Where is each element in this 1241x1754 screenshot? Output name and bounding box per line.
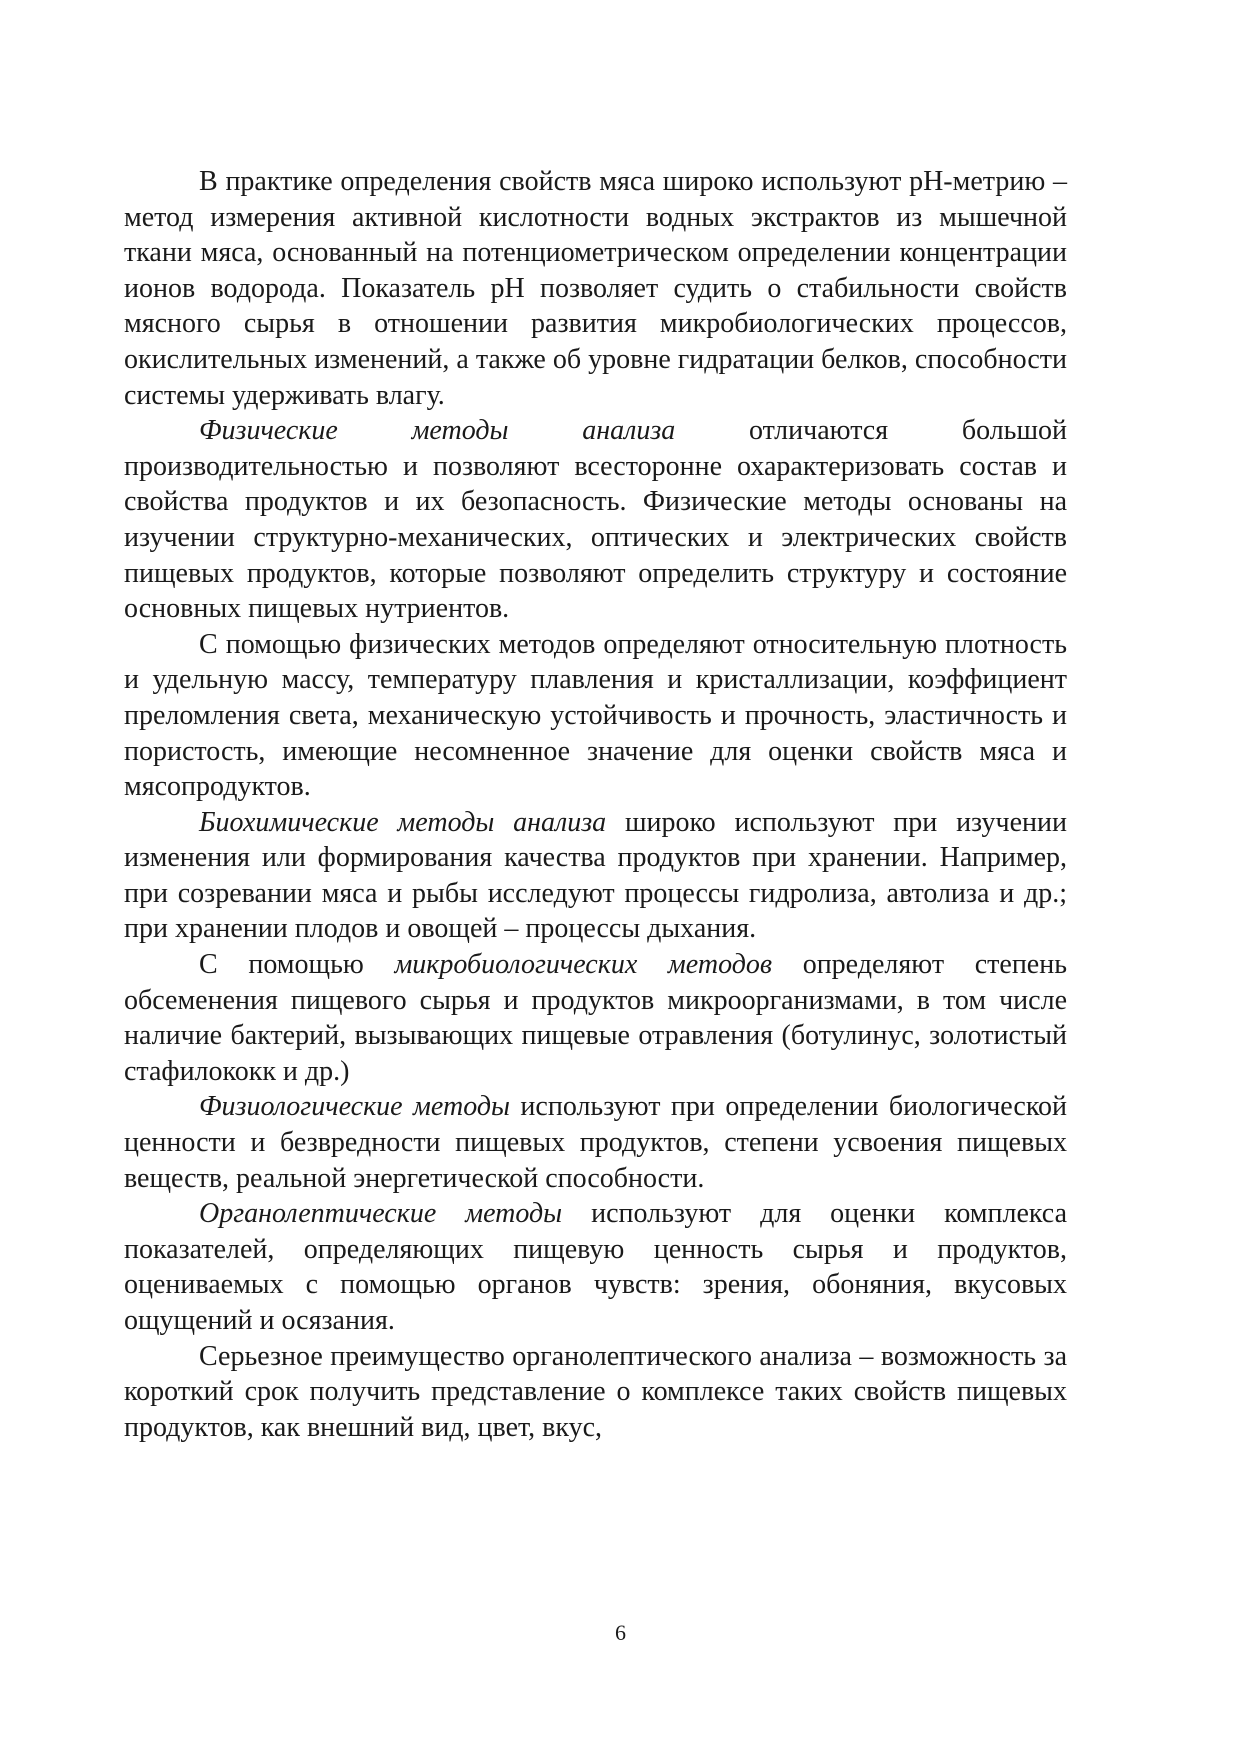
text-segment: используют при определении биологической ценности и безвредности пищевых продуктов, степени усвоения пищевых веществ, реальной энергетической способности. — [124, 1091, 1068, 1194]
text-segment: используют для оценки комплекса показателей, определяющих пищевую ценность сырья и продуктов, оцениваемых с помощью органов чувств: зрения, обоняния, вкусовых ощущений и осязания. — [124, 1198, 1067, 1336]
paragraph-organoleptic-methods — [124, 1196, 1067, 1338]
paragraph-physical-methods — [124, 413, 1067, 627]
body-text — [124, 164, 1067, 1445]
italic-term: Физиологические методы — [199, 1091, 510, 1123]
text-segment: отличаются большой производительностью и позволяют всесторонне охарактеризовать состав и свойства продуктов и их безопасность. Физические методы основаны на изучении структурно-механических, оптических и электрических свойств пищевых продуктов, которые позволяют определить структуру и состояние основных пищевых нутриентов. — [124, 415, 1067, 625]
page-number: 6 — [615, 1620, 626, 1645]
paragraph-microbiological-methods — [124, 947, 1067, 1089]
text-segment: С помощью физических методов определяют относительную плотность и удельную массу, температуру плавления и кристаллизации, коэффициент преломления света, механическую устойчивость и прочность, эластичность и пористость, имеющие несомненное значение для оценки свойств мяса и мясопродуктов. — [124, 628, 1067, 803]
italic-term: микробиологических методов — [394, 949, 773, 981]
paragraph-physical-methods-uses — [124, 627, 1067, 805]
text-segment: широко используют при изучении изменения или формирования качества продуктов при хранении. Например, при созревании мяса и рыбы исследуют процессы гидролиза, автолиза и др.; при хранении плодов и овощей – процессы дыхания. — [124, 806, 1067, 945]
paragraph-biochemical-methods — [124, 805, 1067, 947]
text-segment: С помощью — [199, 949, 395, 981]
paragraph-ph-metry — [124, 164, 1067, 413]
text-segment: Серьезное преимущество органолептического анализа – возможность за короткий срок получить представление о комплексе таких свойств пищевых продуктов, как внешний вид, цвет, вкус, — [124, 1340, 1067, 1443]
italic-term: Биохимические методы анализа — [199, 806, 607, 838]
italic-term: Физические методы анализа — [199, 415, 676, 447]
paragraph-organoleptic-advantage — [124, 1339, 1067, 1446]
text-segment: В практике определения свойств мяса широко используют pH-метрию – метод измерения активной кислотности водных экстрактов из мышечной ткани мяса, основанный на потенциометрическом определении концентрации ионов водорода. Показатель pH позволяет судить о стабильности свойств мясного сырья в отношении развития микробиологических процессов, окислительных изменений, а также об уровне гидратации белков, способности системы удерживать влагу. — [124, 166, 1067, 411]
text-segment: определяют степень обсеменения пищевого сырья и продуктов микроорганизмами, в том числе наличие бактерий, вызывающих пищевые отравления (ботулинус, золотистый стафилококк и др.) — [124, 949, 1067, 1087]
italic-term: Органолептические методы — [199, 1198, 563, 1230]
paragraph-physiological-methods — [124, 1089, 1067, 1196]
